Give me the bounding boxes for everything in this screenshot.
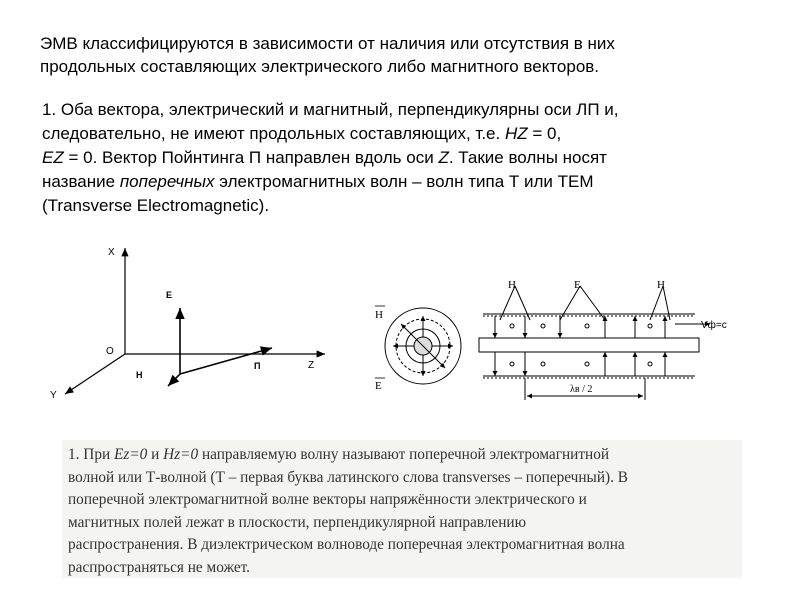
z-symbol: Z (438, 148, 449, 167)
z-axis-label: Z (308, 360, 315, 371)
h-label: H (136, 370, 143, 380)
intro-line-2: продольных составляющих электрического либо магнитного векторов. (40, 57, 600, 76)
e-left-label: E (375, 380, 382, 392)
tem-definition-paragraph (42, 98, 762, 218)
h-top-label-2: H (657, 279, 665, 291)
item1-line-2 (42, 122, 762, 146)
phase-velocity-label: Vф=c (701, 320, 727, 331)
y-axis-label: Y (50, 390, 57, 401)
excerpt-line-3: поперечной электромагнитной волне векторы напряжённости электрического и (68, 491, 587, 508)
excerpt-line-4: магнитных полей лежат в плоскости, перпендикулярной направлению (68, 513, 527, 531)
intro-line-1: ЭМВ классифицируются в зависимости от наличия или отсутствия в них (40, 34, 615, 53)
ez-symbol: EZ (42, 148, 64, 167)
e-label: E (166, 290, 173, 300)
excerpt-line-2: волной или Т-волной (Т – первая буква латинского слова transverses – поперечный). В (68, 468, 628, 486)
intro-paragraph (40, 32, 760, 78)
excerpt-text: 1. При (68, 446, 115, 463)
item1-line-4 (42, 170, 762, 194)
hz-symbol: HZ (504, 124, 528, 143)
hz-zero: Hz=0 (163, 446, 199, 463)
origin-label: O (106, 346, 114, 357)
excerpt-line-5: распространения. В диэлектрическом волноводе поперечная электромагнитная волна (68, 536, 625, 553)
item1-text: следовательно, не имеют продольных составляющих, т.е. (42, 124, 505, 143)
item1-line-3 (42, 146, 762, 170)
item1-text: электромагнитных волн – волн типа Т или ТЕМ (214, 172, 594, 191)
excerpt-text: направляемую волну называют поперечной электромагнитной (198, 446, 610, 463)
item1-line-5: (Transverse Electromagnetic). (42, 196, 270, 215)
p-label: П (254, 361, 261, 371)
half-wavelength-label: λв / 2 (570, 384, 593, 395)
item1-text: = 0. Вектор Пойнтинга П направлен вдоль оси (63, 148, 439, 167)
excerpt-text: и (147, 446, 164, 463)
transverse-term: поперечных (119, 172, 215, 191)
item1-line-1: 1. Оба вектора, электрический и магнитный, перпендикулярны оси ЛП и, (42, 100, 619, 119)
coax-cross-section (385, 308, 461, 384)
y-axis (65, 354, 125, 394)
coaxial-field-diagram (365, 276, 760, 416)
h-top-label-1: H (508, 279, 516, 291)
item1-text: . Такие волны носят (448, 148, 607, 167)
h-left-label: H (375, 309, 383, 321)
h-vector (168, 374, 180, 386)
excerpt-line-6: распространяться не может. (68, 558, 250, 576)
item1-text: = 0, (527, 124, 562, 143)
x-axis-label: X (108, 247, 115, 258)
excerpt-line-1 (62, 440, 742, 467)
e-top-label: E (574, 279, 581, 291)
scanned-textbook-excerpt (62, 440, 742, 578)
ez-zero: Ez=0 (114, 446, 148, 463)
coordinate-axes-diagram (40, 236, 340, 416)
item1-text: название (42, 172, 120, 191)
longitudinal-section (479, 286, 710, 400)
